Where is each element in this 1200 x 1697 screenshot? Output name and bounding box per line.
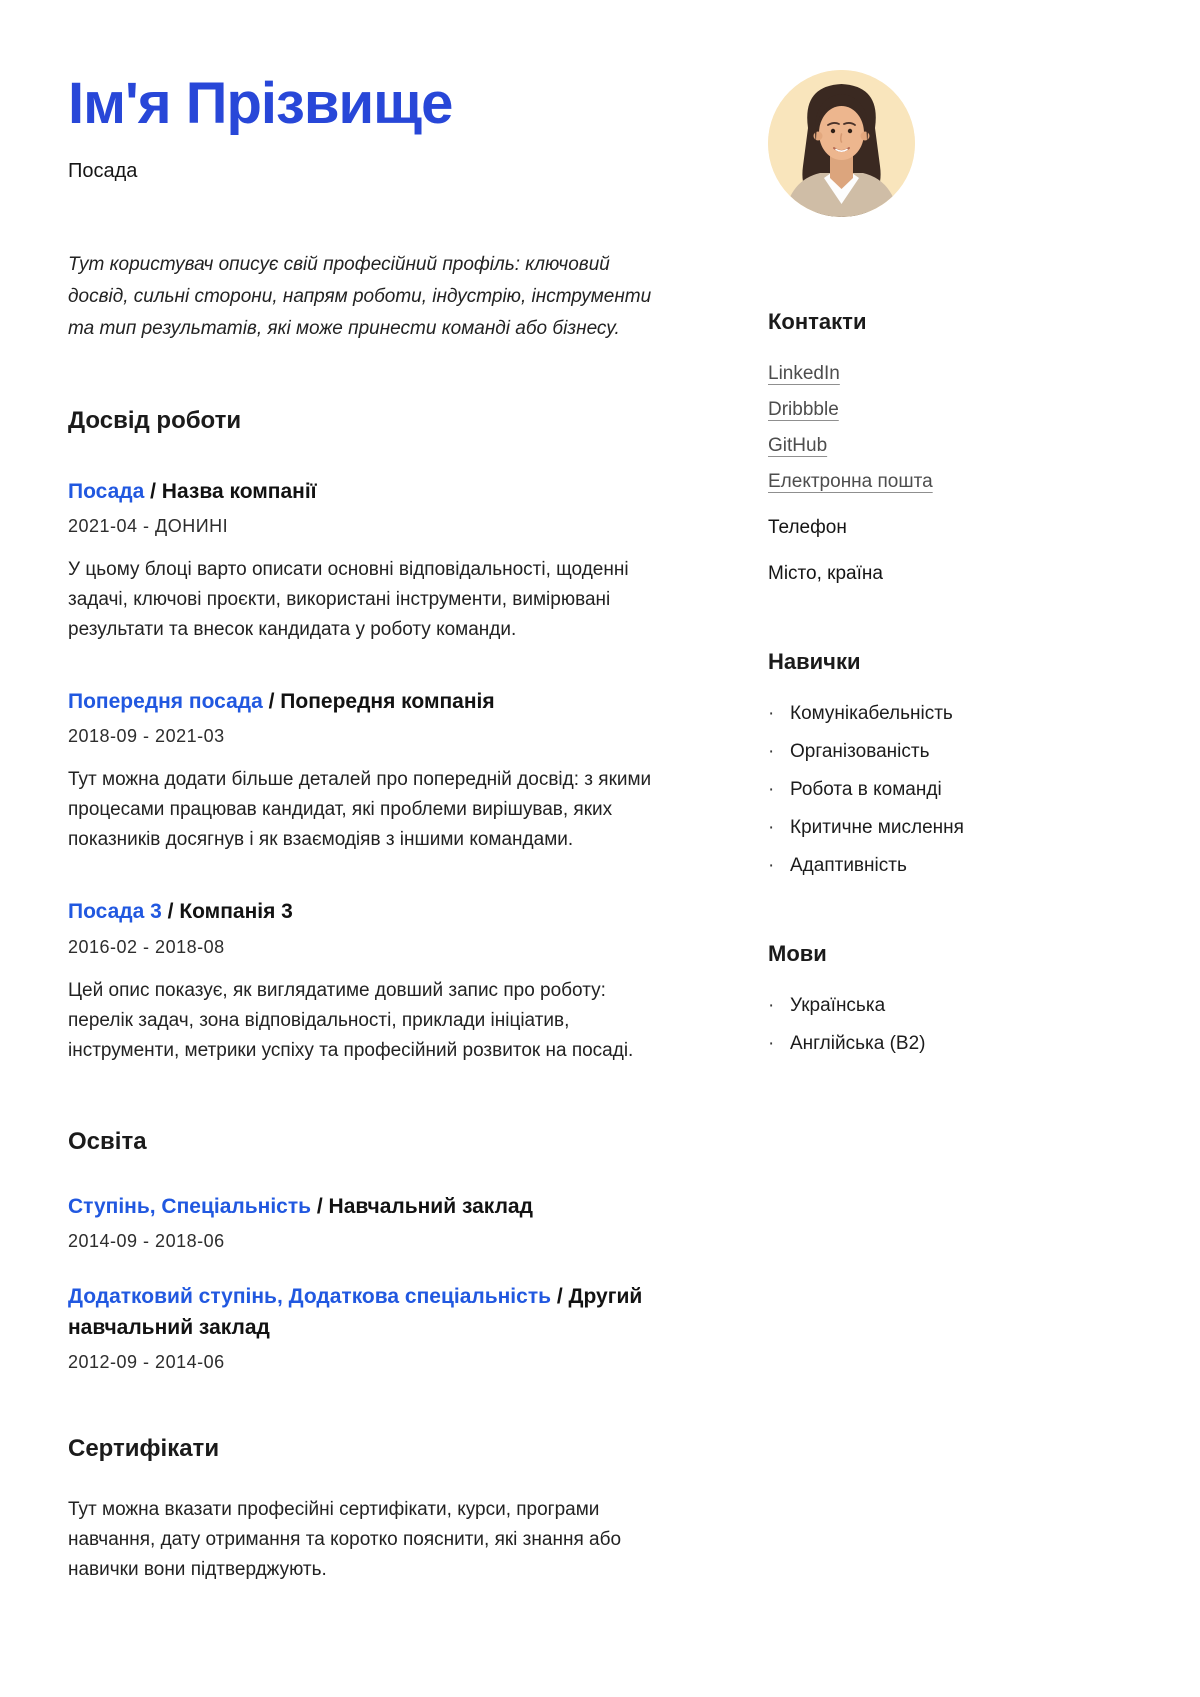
profile-photo-illustration [768, 70, 915, 217]
job-position: Посада [68, 479, 145, 503]
linkedin-link[interactable]: LinkedIn [768, 363, 840, 384]
bullet-icon: · [768, 817, 775, 838]
person-name: Ім'я Прізвище [68, 71, 453, 136]
skill-label: Комунікабельність [790, 703, 953, 724]
experience-heading: Досвід роботи [68, 406, 242, 434]
job-dates: 2021-04 - ДОНИНІ [68, 515, 229, 536]
skill-item [768, 741, 1148, 763]
job-title-line [68, 477, 656, 507]
certificates-text: Тут можна вказати професійні сертифікати, курси, програми навчання, дату отримання та коротко пояснити, які знання або навички вони підтверджують. [68, 1499, 622, 1581]
github-link[interactable]: GitHub [768, 435, 828, 456]
skill-item [768, 703, 1148, 725]
bullet-icon: · [768, 995, 775, 1016]
education-school: Другий навчальний заклад [68, 1285, 643, 1339]
job-company: Компанія 3 [179, 900, 293, 924]
languages-heading: Мови [768, 941, 827, 966]
bullet-icon: · [768, 1033, 775, 1054]
job-title-line [68, 897, 656, 927]
certificates-heading: Сертифікати [68, 1435, 220, 1463]
phone-text: Телефон [768, 517, 847, 538]
job-position: Попередня посада [68, 690, 263, 713]
section-education [68, 1128, 668, 1373]
education-entry [68, 1192, 668, 1252]
language-item [768, 1033, 1148, 1055]
bullet-icon: · [768, 703, 775, 724]
job-description: Цей опис показує, як виглядатиме довший запис про роботу: перелік задач, зона відповідальності, приклади ініціатив, інструменти, метрики успіху та професійний розвиток на посаді. [68, 979, 634, 1061]
skill-label: Критичне мислення [790, 817, 964, 838]
contact-link-row [768, 435, 1148, 457]
location-text: Місто, країна [768, 563, 883, 584]
contact-link-row [768, 399, 1148, 421]
skill-item [768, 855, 1148, 877]
language-label: Англійська (B2) [790, 1033, 926, 1054]
section-experience [68, 407, 668, 1066]
skill-label: Адаптивність [790, 855, 907, 876]
person-job-title: Посада [68, 159, 138, 182]
job-separator: / [144, 479, 162, 503]
job-position: Посада 3 [68, 900, 162, 924]
language-item [768, 995, 1148, 1017]
skill-item [768, 817, 1148, 839]
job-dates: 2018-09 - 2021-03 [68, 726, 225, 747]
education-separator: / [551, 1285, 569, 1309]
contact-link-row [768, 363, 1148, 385]
job-entry [68, 477, 668, 645]
job-description: У цьому блоці варто описати основні відповідальності, щоденні задачі, ключові проєкти, використані інструменти, вимірювані результати та внесок кандидата у роботу команди. [68, 558, 629, 640]
dribbble-link[interactable]: Dribbble [768, 399, 839, 420]
email-link[interactable]: Електронна пошта [768, 471, 933, 492]
bullet-icon: · [768, 779, 775, 800]
education-title-line [68, 1192, 656, 1222]
contact-link-row [768, 471, 1148, 493]
aside-column [768, 0, 1148, 1604]
education-heading: Освіта [68, 1127, 147, 1155]
section-contacts [768, 309, 1148, 585]
job-company: Попередня компанія [280, 690, 495, 713]
section-certificates [68, 1435, 668, 1585]
skills-heading: Навички [768, 649, 861, 674]
job-company: Назва компанії [161, 479, 317, 503]
education-school: Навчальний заклад [328, 1194, 533, 1218]
contacts-heading: Контакти [768, 309, 867, 334]
bullet-icon: · [768, 855, 775, 876]
job-title-line [68, 687, 656, 717]
section-languages [768, 941, 1148, 1055]
main-column [68, 0, 668, 1604]
job-separator: / [262, 690, 281, 713]
education-title-line [68, 1282, 656, 1343]
education-dates: 2014-09 - 2018-06 [68, 1231, 225, 1252]
education-degree: Ступінь, Спеціальність [68, 1194, 312, 1218]
profile-photo [768, 70, 915, 217]
skill-item [768, 779, 1148, 801]
job-dates: 2016-02 - 2018-08 [68, 936, 225, 957]
job-description: Тут можна додати більше деталей про попередній досвід: з якими процесами працював кандидат, які проблеми вирішував, яких показників досягнув і як взаємодіяв з іншими командами. [68, 769, 652, 851]
job-entry [68, 897, 668, 1065]
education-separator: / [311, 1194, 329, 1218]
language-label: Українська [790, 995, 886, 1016]
profile-summary: Тут користувач описує свій професійний профіль: ключовий досвід, сильні сторони, напрям роботи, індустрію, інструменти та тип результатів, які може принести команді або бізнесу. [68, 253, 652, 339]
skill-label: Організованість [790, 741, 930, 762]
skill-label: Робота в команді [790, 779, 942, 800]
education-entry [68, 1282, 668, 1373]
education-degree: Додатковий ступінь, Додаткова спеціальність [68, 1285, 552, 1309]
section-skills [768, 649, 1148, 877]
education-dates: 2012-09 - 2014-06 [68, 1352, 225, 1373]
bullet-icon: · [768, 741, 775, 762]
job-entry [68, 687, 668, 855]
job-separator: / [161, 900, 180, 924]
